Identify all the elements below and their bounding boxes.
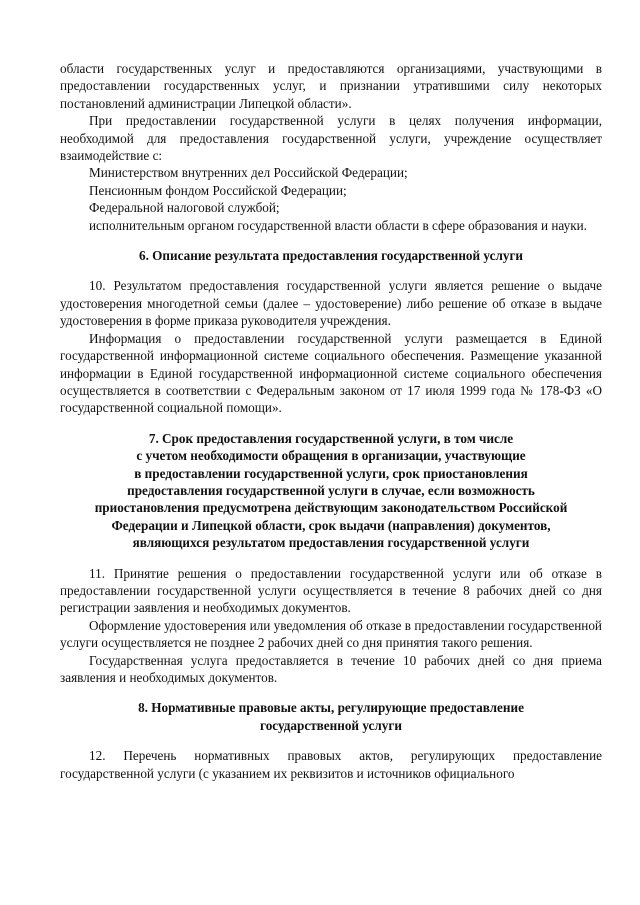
section-6-paragraph-10: 10. Результатом предоставления государственной услуги является решение о выдаче удостоверения многодетной семьи (далее – удостоверение) либо решение об отказе в выдаче удостоверения в форме приказа руководителя учреждения. [60, 278, 602, 329]
section-7-heading-line: с учетом необходимости обращения в организации, участвующие [136, 448, 526, 464]
agency-item-pension-fund: Пенсионным фондом Российской Федерации; [89, 182, 347, 198]
section-8-heading-line: 8. Нормативные правовые акты, регулирующие предоставление [138, 700, 524, 716]
section-7-paragraph-certificate: Оформление удостоверения или уведомления об отказе в предоставлении государственной услуги осуществляется не позднее 2 рабочих дней со дня принятия такого решения. [60, 617, 602, 651]
interaction-paragraph: При предоставлении государственной услуги в целях получения информации, необходимой для предоставления государственной услуги, учреждение осуществляет взаимодействие с: [60, 113, 602, 164]
section-7-heading-line: приостановления предусмотрена действующим законодательством Российской [94, 500, 568, 516]
section-6-heading: 6. Описание результата предоставления государственной услуги [138, 248, 524, 264]
section-8-heading-line: государственной услуги [260, 717, 402, 733]
section-6-paragraph-info: Информация о предоставлении государственной услуги размещается в Единой государственной информационной системе социального обеспечения. Размещение указанной информации в Единой государственной информационной системе социального обеспечения осуществляется в соответствии с Федеральным законом от 17 июля 1999 года № 178-ФЗ «О государственной социальной помощи». [60, 330, 602, 416]
section-7-heading-line: в предоставлении государственной услуги, срок приостановления [134, 465, 528, 481]
section-7-heading-line: Федерации и Липецкой области, срок выдачи (направления) документов, [111, 517, 551, 533]
section-8-paragraph-12: 12. Перечень нормативных правовых актов, регулирующих предоставление государственной услуги (с указанием их реквизитов и источников официального [60, 748, 602, 781]
agency-item-mvd: Министерством внутренних дел Российской Федерации; [89, 165, 408, 181]
agency-item-education-authority: исполнительным органом государственной власти области в сфере образования и науки. [89, 217, 587, 233]
section-7-heading-line: 7. Срок предоставления государственной услуги, в том числе [148, 430, 514, 446]
section-7-heading-line: являющихся результатом предоставления государственной услуги [132, 535, 530, 551]
agency-item-tax-service: Федеральной налоговой службой; [89, 200, 280, 216]
section-7-paragraph-11: 11. Принятие решения о предоставлении государственной услуги или об отказе в предоставлении государственной услуги осуществляется в течение 8 рабочих дней со дня регистрации заявления и необходимых документов. [60, 565, 602, 616]
section-7-paragraph-term: Государственная услуга предоставляется в течение 10 рабочих дней со дня приема заявления и необходимых документов. [60, 652, 602, 685]
intro-continuation: области государственных услуг и предоставляются организациями, участвующими в предоставлении государственных услуг, и признании утратившими силу некоторых постановлений администрации Липецкой области». [60, 61, 602, 111]
section-7-heading [60, 430, 602, 552]
section-7-heading-line: предоставления государственной услуги в случае, если возможность [127, 482, 535, 498]
section-8-heading [60, 699, 602, 734]
document-page [60, 60, 602, 782]
